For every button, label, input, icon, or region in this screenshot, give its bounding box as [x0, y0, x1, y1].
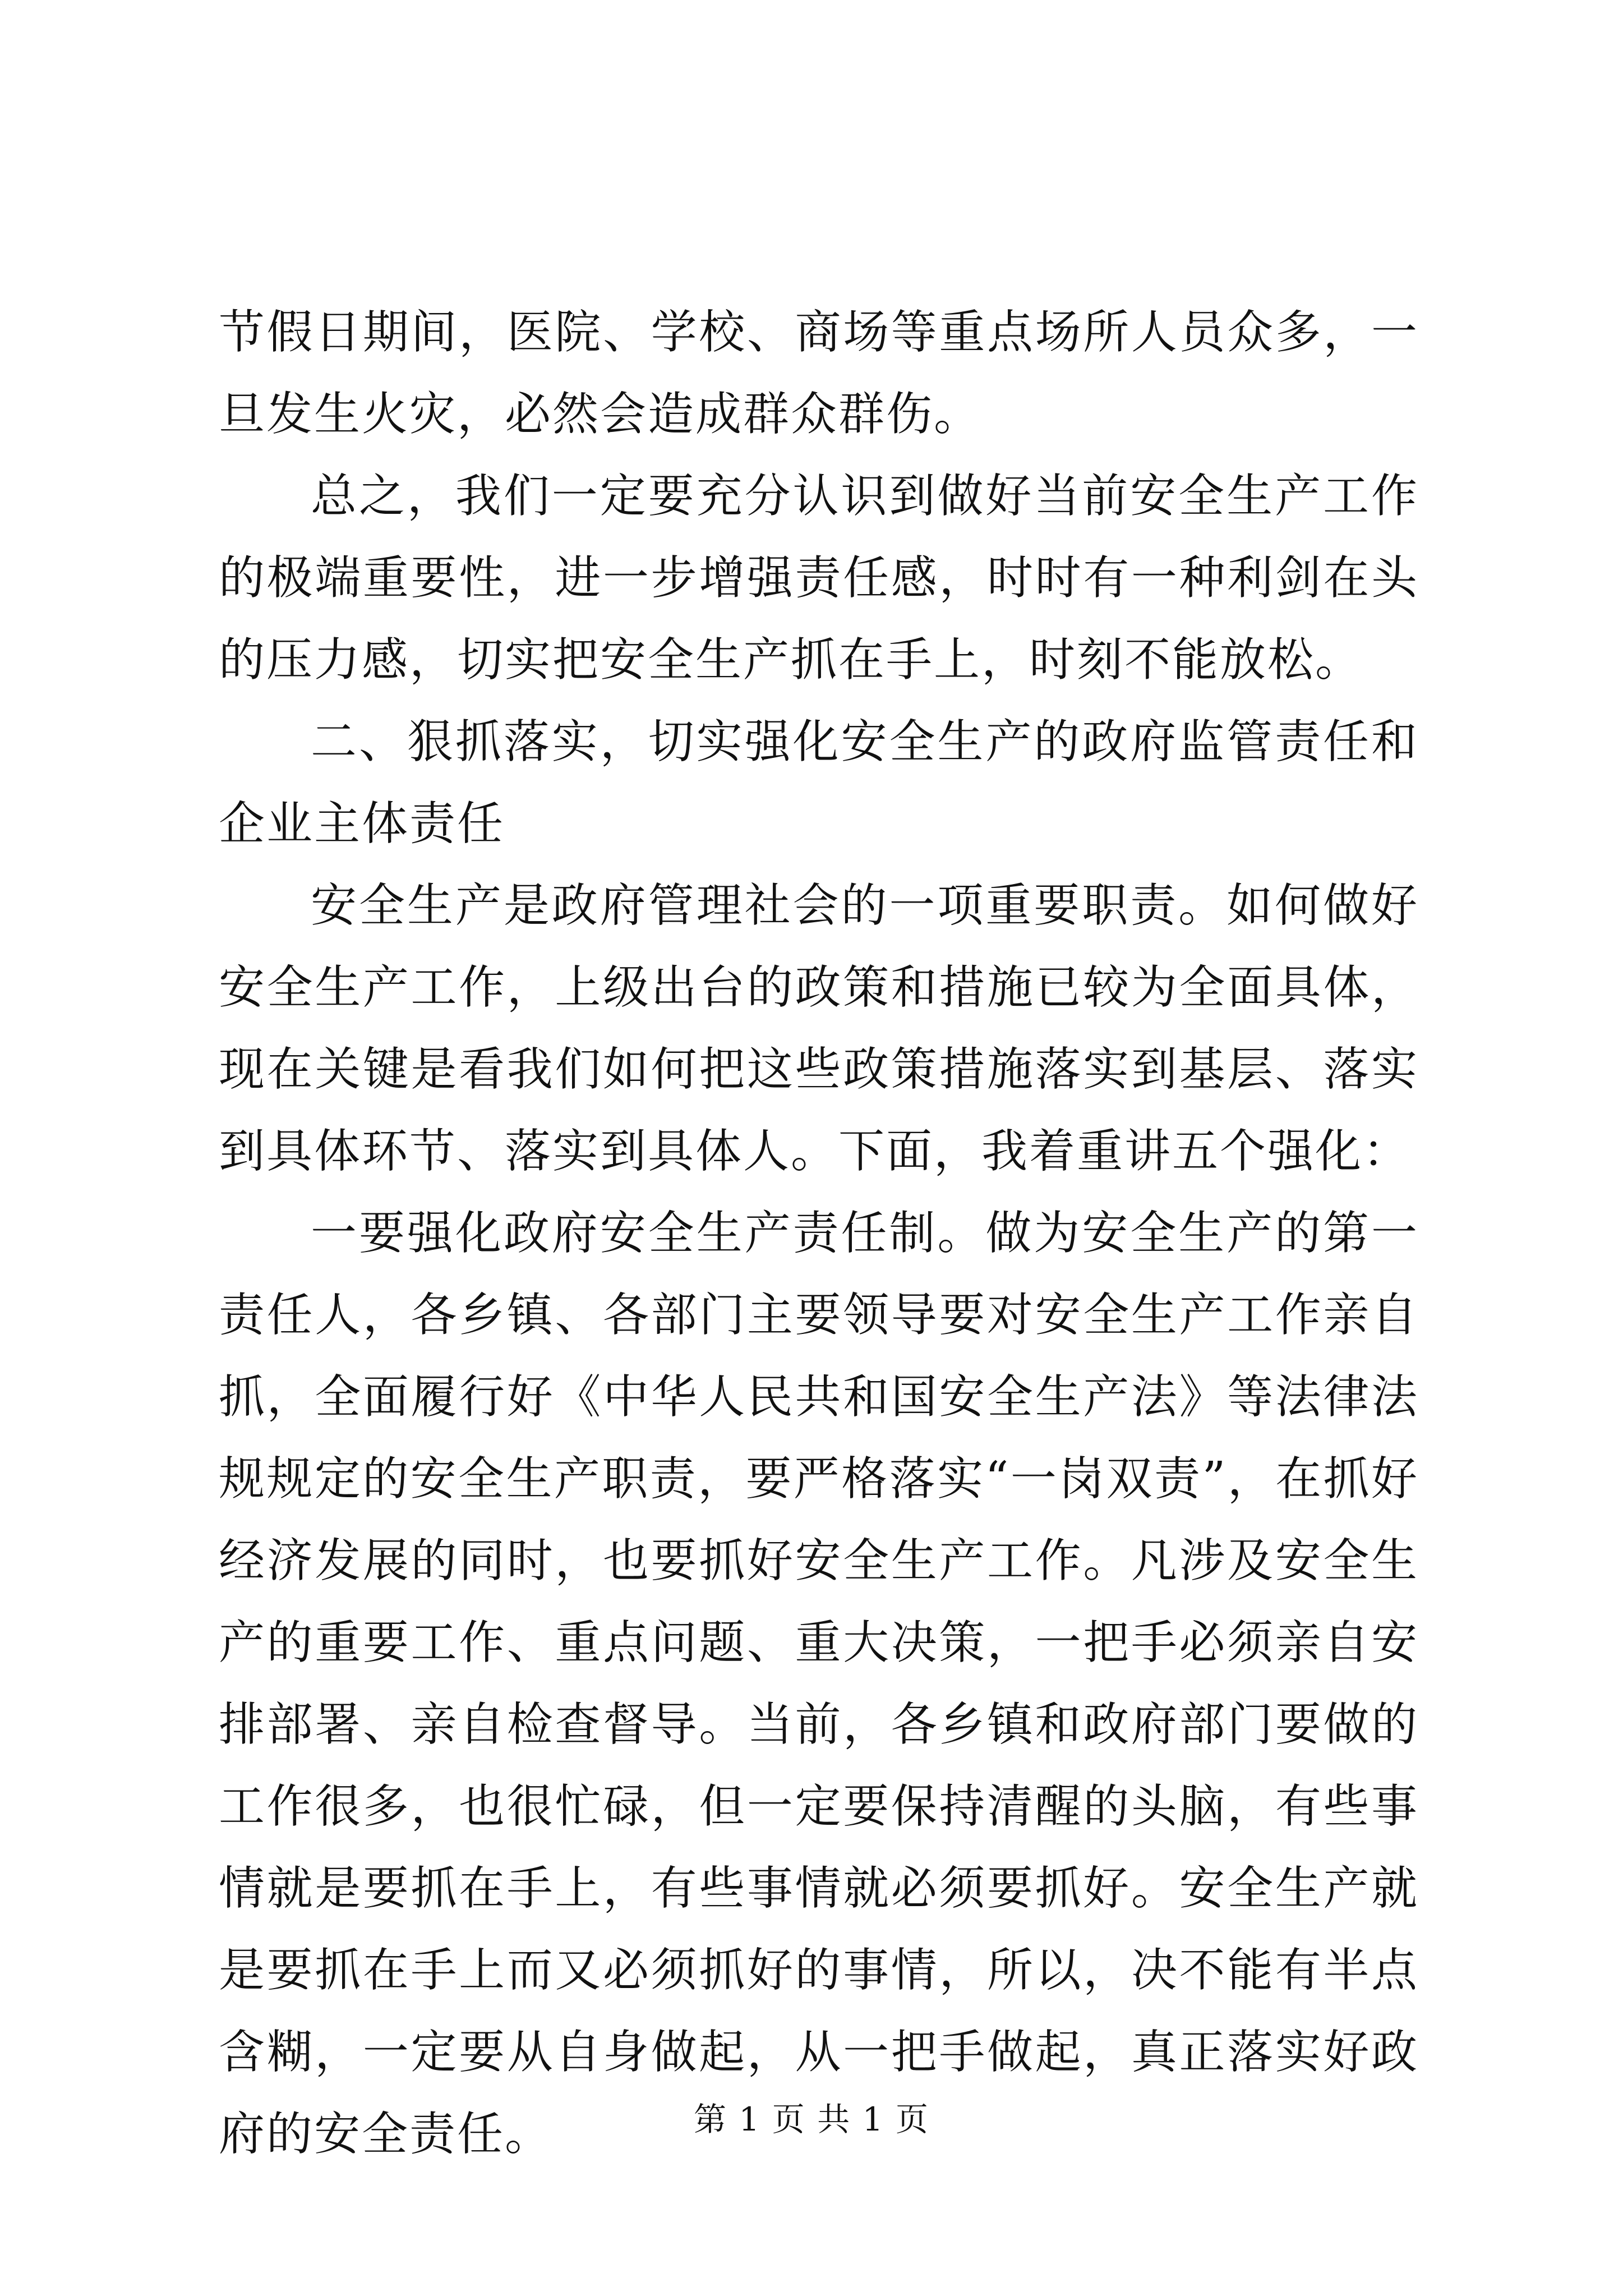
- paragraph-summary: 总之，我们一定要充分认识到做好当前安全生产工作的极端重要性，进一步增强责任感，时时有一种利剑在头的压力感，切实把安全生产抓在手上，时刻不能放松。: [219, 470, 1419, 687]
- paragraph-intro: 安全生产是政府管理社会的一项重要职责。如何做好安全生产工作，上级出台的政策和措施已较为全面具体，现在关键是看我们如何把这些政策措施落实到基层、落实到具体环节、落实到具体人。下面，我着重讲五个强化：: [219, 879, 1419, 1178]
- page-footer: 第 1 页 共 1 页: [694, 2100, 929, 2138]
- paragraph-continuation: 节假日期间，医院、学校、商场等重点场所人员众多，一旦发生火灾，必然会造成群众群伤。: [219, 306, 1419, 441]
- paragraph-first-point: 一要强化政府安全生产责任制。做为安全生产的第一责任人，各乡镇、各部门主要领导要对安全生产工作亲自抓，全面履行好《中华人民共和国安全生产法》等法律法规规定的安全生产职责，要严格落实“一岗双责”，在抓好经济发展的同时，也要抓好安全生产工作。凡涉及安全生产的重要工作、重点问题、重大决策，一把手必须亲自安排部署、亲自检查督导。当前，各乡镇和政府部门要做的工作很多，也很忙碌，但一定要保持清醒的头脑，有些事情就是要抓在手上，有些事情就必须要抓好。安全生产就是要抓在手上而又必须抓好的事情，所以，决不能有半点含糊，一定要从自身做起，从一把手做起，真正落实好政府的安全责任。: [219, 1207, 1419, 2161]
- document-body: [219, 292, 1419, 2175]
- section-heading: 二、狠抓落实，切实强化安全生产的政府监管责任和企业主体责任: [219, 715, 1419, 850]
